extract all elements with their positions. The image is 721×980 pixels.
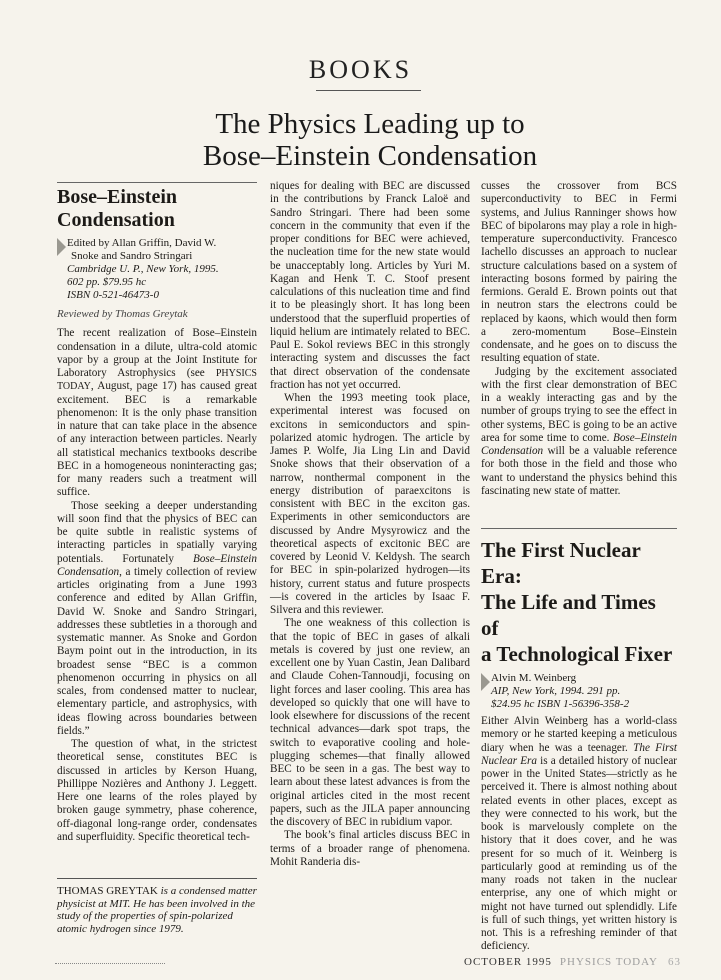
paragraph: The one weakness of this collection is that the topic of BEC in gases of alkali metals is covered by just one review, an excellent one by Yuan Castin, Jean Dalibard and Claude Cohen-Tannoudji, focusing on light forces and laser cooling. This area has developed so quickly that one will have to look elsewhere for discussions of the recent technical advances—dark spot traps, the switch to evaporative cooling and hole-plugging schemes—that finally allowed BEC to be seen in a gas. The best way to learn about these latest advances is from the original articles cited in the most recent papers, such as the JILA paper announcing the discovery of BEC in rubidium vapor. [270,617,470,828]
book-title-line: Condensation [57,209,175,231]
book-title-bec [57,186,257,232]
magazine-name: PHYSICS TODAY [559,956,658,968]
column-divider [481,528,677,529]
bio-name: THOMAS GREYTAK [57,885,158,897]
price-line: 602 pp. $79.95 hc [67,276,147,288]
page-footer [464,956,681,968]
price-isbn-line: $24.95 hc ISBN 1-56396-358-2 [491,698,630,710]
paragraph: The question of what, in the strictest theoretical sense, constitutes BEC is discussed in articles by Kerson Huang, Phillippe Nozières and Anthony J. Leggett. Here one learns of the roles played by broken gauge symmetry, phase coherence, off-diagonal long-range order, condensates and superfluidity. Specific theoretical tech- [57,738,257,843]
page-number: 63 [668,956,681,968]
editors: Edited by Allan Griffin, David W. Snoke and Sandro Stringari [67,237,217,262]
publisher-line: AIP, New York, 1994. 291 pp. [491,685,621,697]
book-metadata [57,237,257,302]
bio-text: is a condensed matter physicist at MIT. He has been involved in the study of the properties of spin-polarized atomic hydrogen since 1979. [57,885,257,935]
column-2 [270,180,470,869]
paragraph: Judging by the excitement associated with the first clear demonstration of BEC in a weakly interacting gas and by the number of groups trying to see the effect in other systems, BEC is going to be an active area for some time to come. Bose–Einstein Condensation will be a valuable reference for both those in the field and those who want to understand the physics behind this fascinating new state of matter. [481,365,677,497]
isbn: ISBN 0-521-46473-0 [67,289,159,301]
author: Alvin M. Weinberg [491,672,577,684]
author-bio [57,878,257,935]
section-heading: BOOKS [308,55,413,84]
book-title-line: Bose–Einstein [57,186,178,208]
column-3 [481,180,677,954]
paragraph: The recent realization of Bose–Einstein condensation in a dilute, ultra-cold atomic vapor by a group at the Joint Institute for Laboratory Astrophysics (see PHYSICS TODAY, August, page 17) has caused great excitement. BEC is a remarkable phenomenon: It is the only phase transition in nature that can take place in the absence of any interaction between particles. Nearly all statistical mechanics textbooks describe BEC in a homogeneous noninteracting gas; for many readers such a treatment will suffice. [57,327,257,499]
reviewer-credit: Reviewed by Thomas Greytak [57,308,188,320]
book-metadata [481,672,677,711]
paragraph: cusses the crossover from BCS superconductivity to BEC in Fermi systems, and Julius Ranninger shows how BEC of bipolarons may play a role in high-temperature superconductivity. Francesco Iachello discusses an approach to nuclear structure calculations based on a system of interacting bosons formed by pairing the fermions. Gerald E. Brown points out that in neutron stars the electrons could be replaced by kaons, which would then form a zero-momentum Bose–Einstein condensate, and he goes on to discuss the resulting equation of state. [481,180,677,365]
page-title [150,108,590,172]
publisher-line: Cambridge U. P., New York, 1995. [67,263,219,275]
paragraph: Either Alvin Weinberg has a world-class memory or he started keeping a meticulous diary when he was a teenager. The First Nuclear Era is a detailed history of nuclear power in the United States—strictly as he perceived it. There is almost nothing about related events in other places, except as they were connected to his work, but the book is marvelously complete on the history that it does cover, and he was present for so much of it. Weinberg is particularly good at reminding us of the many roads not taken in the nuclear enterprise, any one of which might or might not have turned out splendidly. Life is full of such things, yet written history is not. This is a refreshing reminder of that deficiency. [481,715,678,953]
issue-date: OCTOBER 1995 [464,956,552,968]
paragraph: Those seeking a deeper understanding will soon find that the physics of BEC can be quite subtle in realistic systems of interacting particles in spatially varying potentials. Fortunately Bose–Einstein Condensation, a timely collection of review articles originating from a June 1993 conference and edited by Allan Griffin, David W. Snoke and Sandro Stringari, addresses these subtleties in a thorough and systematic manner. As Snoke and Gordon Baym point out in the introduction, in its broadest sense “BEC is a common phenomenon occurring in physics on all scales, from condensed matter to nuclear, elementary particle, and astrophysics, with ideas flowing across boundaries between fields.” [57,499,257,737]
page-title-line-2: Bose–Einstein Condensation [202,140,538,172]
paragraph: niques for dealing with BEC are discussed in the contributions by Franck Laloë and Sandro Stringari. There had been some concern in the community that even if the proper conditions for BEC were achieved, the nucleation time for the new state would be unacceptably long. Articles by Yuri M. Kagan and Henk T. C. Stoof present calculations of this nucleation time and find it to be pleasingly short. It has long been understood that the superfluid properties of liquid helium are intimately related to BEC. Paul E. Sokol reviews BEC in this strongly interacting system and discusses the fact that direct observation of the condensate fraction has not yet occurred. [270,180,470,391]
column-1 [57,180,257,935]
section-divider [316,90,421,91]
bio-divider [57,878,257,879]
book-title-nuclear-era [481,537,677,667]
book-title-line: The First Nuclear Era: [481,538,641,588]
book-title-line: a Technological Fixer [481,642,673,666]
page-title-line-1: The Physics Leading up to [215,108,525,140]
paragraph: When the 1993 meeting took place, experimental interest was focused on excitons in semiconductors and spin-polarized atomic hydrogen. The article by James P. Wolfe, Jia Ling Lin and David Snoke shows that their observation of a narrow, nonthermal component in the energy distribution of paraexcitons is consistent with BEC in the exciton gas. Experiments in other semiconductors are discussed by Andre Mysyrowicz and the theoretical aspects of excitonic BEC are covered by Leonid V. Keldysh. The search for BEC in spin-polarized hydrogen—its history, current status and future prospects—is covered in the articles by Isaac F. Silvera and this reviewer. [270,392,470,616]
paragraph: The book’s final articles discuss BEC in terms of a broader range of phenomena. Mohit Randeria dis- [270,829,470,868]
triangle-marker-icon [481,673,490,691]
footer-dotted-rule [55,963,165,964]
triangle-marker-icon [57,238,66,256]
book-title-line: The Life and Times of [481,590,656,640]
